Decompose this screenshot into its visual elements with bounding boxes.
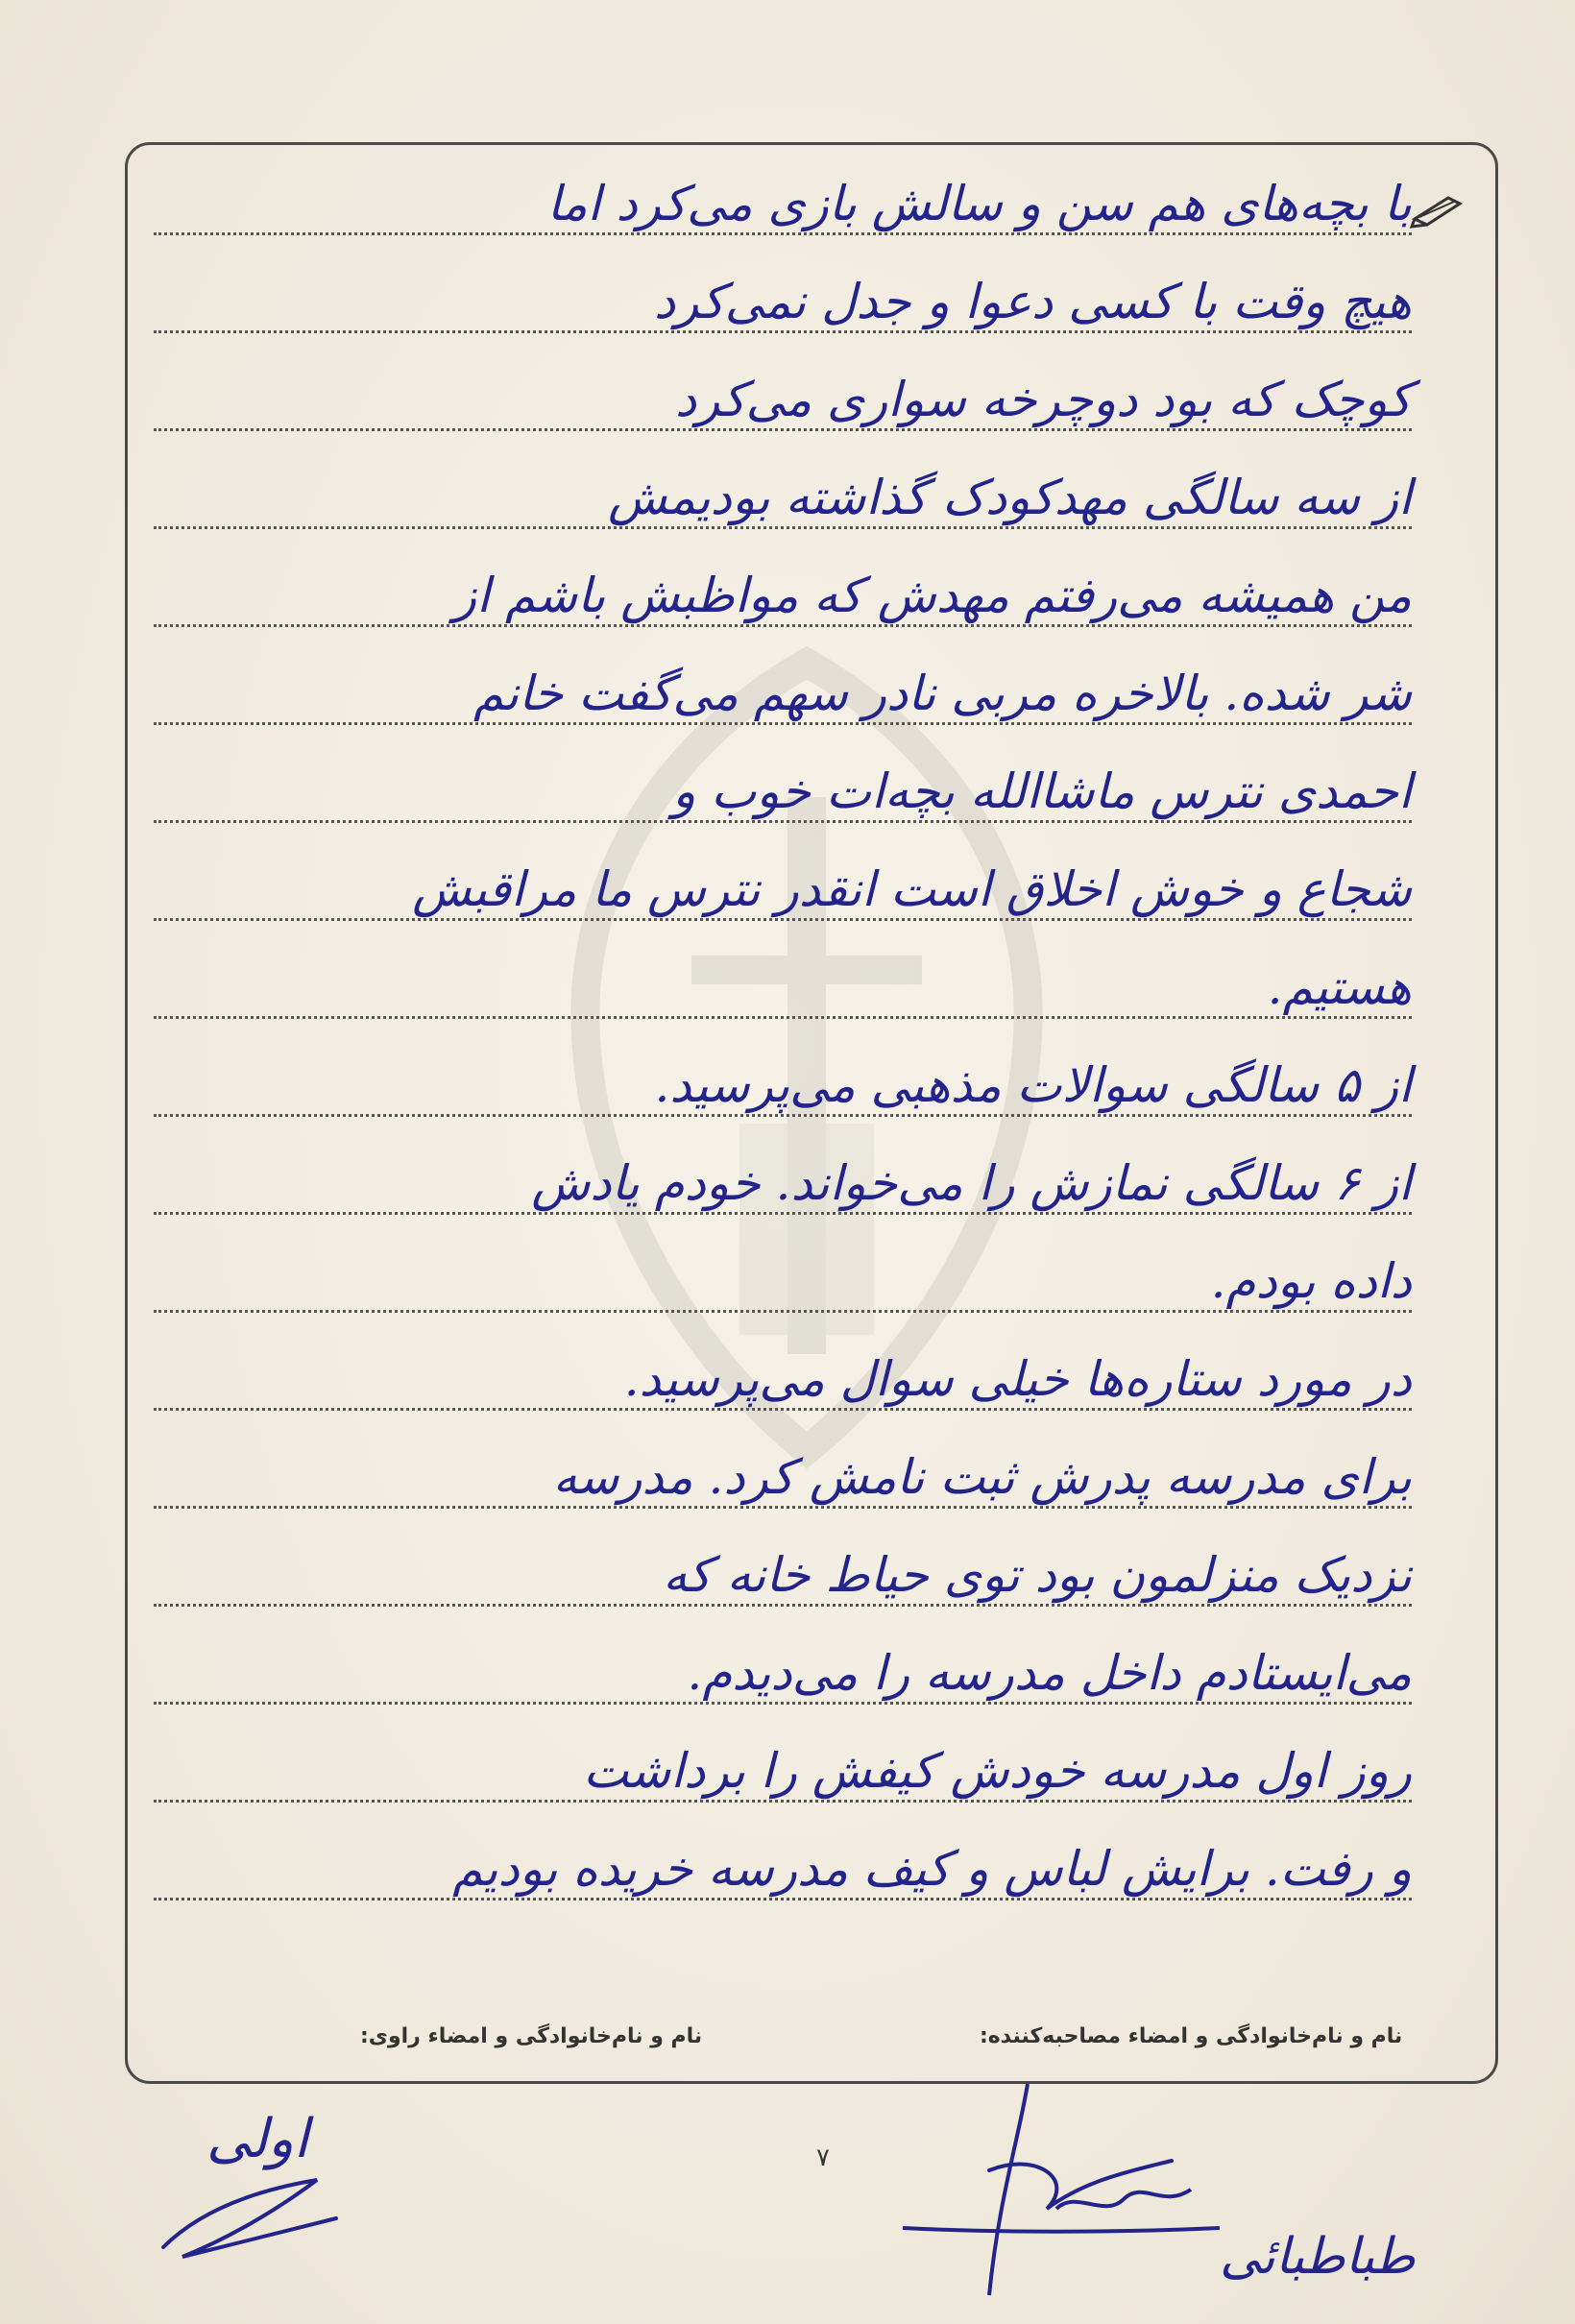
text-line-5: من همیشه می‌رفتم مهدش که مواظبش باشم از: [453, 568, 1412, 623]
rule-line: [154, 1212, 1412, 1215]
text-line-15: نزدیک منزلمون بود توی حیاط خانه که: [663, 1547, 1412, 1603]
rule-line: [154, 1506, 1412, 1509]
text-line-11: از ۶ سالگی نمازش را می‌خواند. خودم یادش: [531, 1155, 1412, 1211]
text-line-6: شر شده. بالاخره مربی نادر سهم می‌گفت خانم: [472, 666, 1412, 721]
rule-line: [154, 1898, 1412, 1900]
text-line-16: می‌ایستادم داخل مدرسه را می‌دیدم.: [687, 1645, 1412, 1701]
text-line-4: از سه سالگی مهدکودک گذاشته بودیمش: [608, 470, 1412, 525]
rule-line: [154, 526, 1412, 529]
rule-line: [154, 1310, 1412, 1313]
rule-line: [154, 722, 1412, 725]
interviewer-signature-name: طباطبائی: [1220, 2228, 1416, 2286]
rule-line: [154, 624, 1412, 627]
narrator-signature-label: نام و نام‌خانوادگی و امضاء راوی:: [360, 2024, 703, 2048]
text-line-14: برای مدرسه پدرش ثبت نامش کرد. مدرسه: [552, 1449, 1412, 1505]
text-line-13: در مورد ستاره‌ها خیلی سوال می‌پرسید.: [623, 1351, 1412, 1407]
text-line-1: با بچه‌های هم سن و سالش بازی می‌کرد اما: [546, 176, 1412, 231]
rule-line: [154, 1604, 1412, 1607]
text-line-3: کوچک که بود دوچرخه سواری می‌کرد: [674, 372, 1412, 427]
rule-line: [154, 330, 1412, 333]
interviewer-signature-mark: [884, 2065, 1229, 2314]
rule-line: [154, 1702, 1412, 1705]
text-line-2: هیچ وقت با کسی دعوا و جدل نمی‌کرد: [654, 274, 1412, 329]
handwritten-body: [154, 144, 1469, 1988]
rule-line: [154, 1016, 1412, 1019]
text-line-9: هستیم.: [1267, 959, 1412, 1015]
interviewer-signature-label: نام و نام‌خانوادگی و امضاء مصاحبه‌کننده:: [980, 2024, 1403, 2048]
rule-line: [154, 1800, 1412, 1803]
rule-line: [154, 1114, 1412, 1117]
text-line-12: داده بودم.: [1210, 1253, 1412, 1309]
rule-line: [154, 428, 1412, 431]
page-number: ۷: [816, 2143, 830, 2172]
text-line-10: از ۵ سالگی سوالات مذهبی می‌پرسید.: [654, 1057, 1412, 1113]
rule-line: [154, 918, 1412, 921]
narrator-signature-name: اولی: [206, 2108, 309, 2170]
rule-line: [154, 1408, 1412, 1411]
text-line-17: روز اول مدرسه خودش کیفش را برداشت: [583, 1743, 1412, 1799]
rule-line: [154, 820, 1412, 823]
narrator-signature-mark: [144, 2151, 365, 2266]
text-line-18: و رفت. برایش لباس و کیف مدرسه خریده بودیم: [452, 1841, 1412, 1897]
rule-line: [154, 232, 1412, 235]
text-line-8: شجاع و خوش اخلاق است انقدر نترس ما مراقبش: [412, 861, 1412, 917]
text-line-7: احمدی نترس ماشاالله بچه‌ات خوب و: [672, 763, 1412, 819]
